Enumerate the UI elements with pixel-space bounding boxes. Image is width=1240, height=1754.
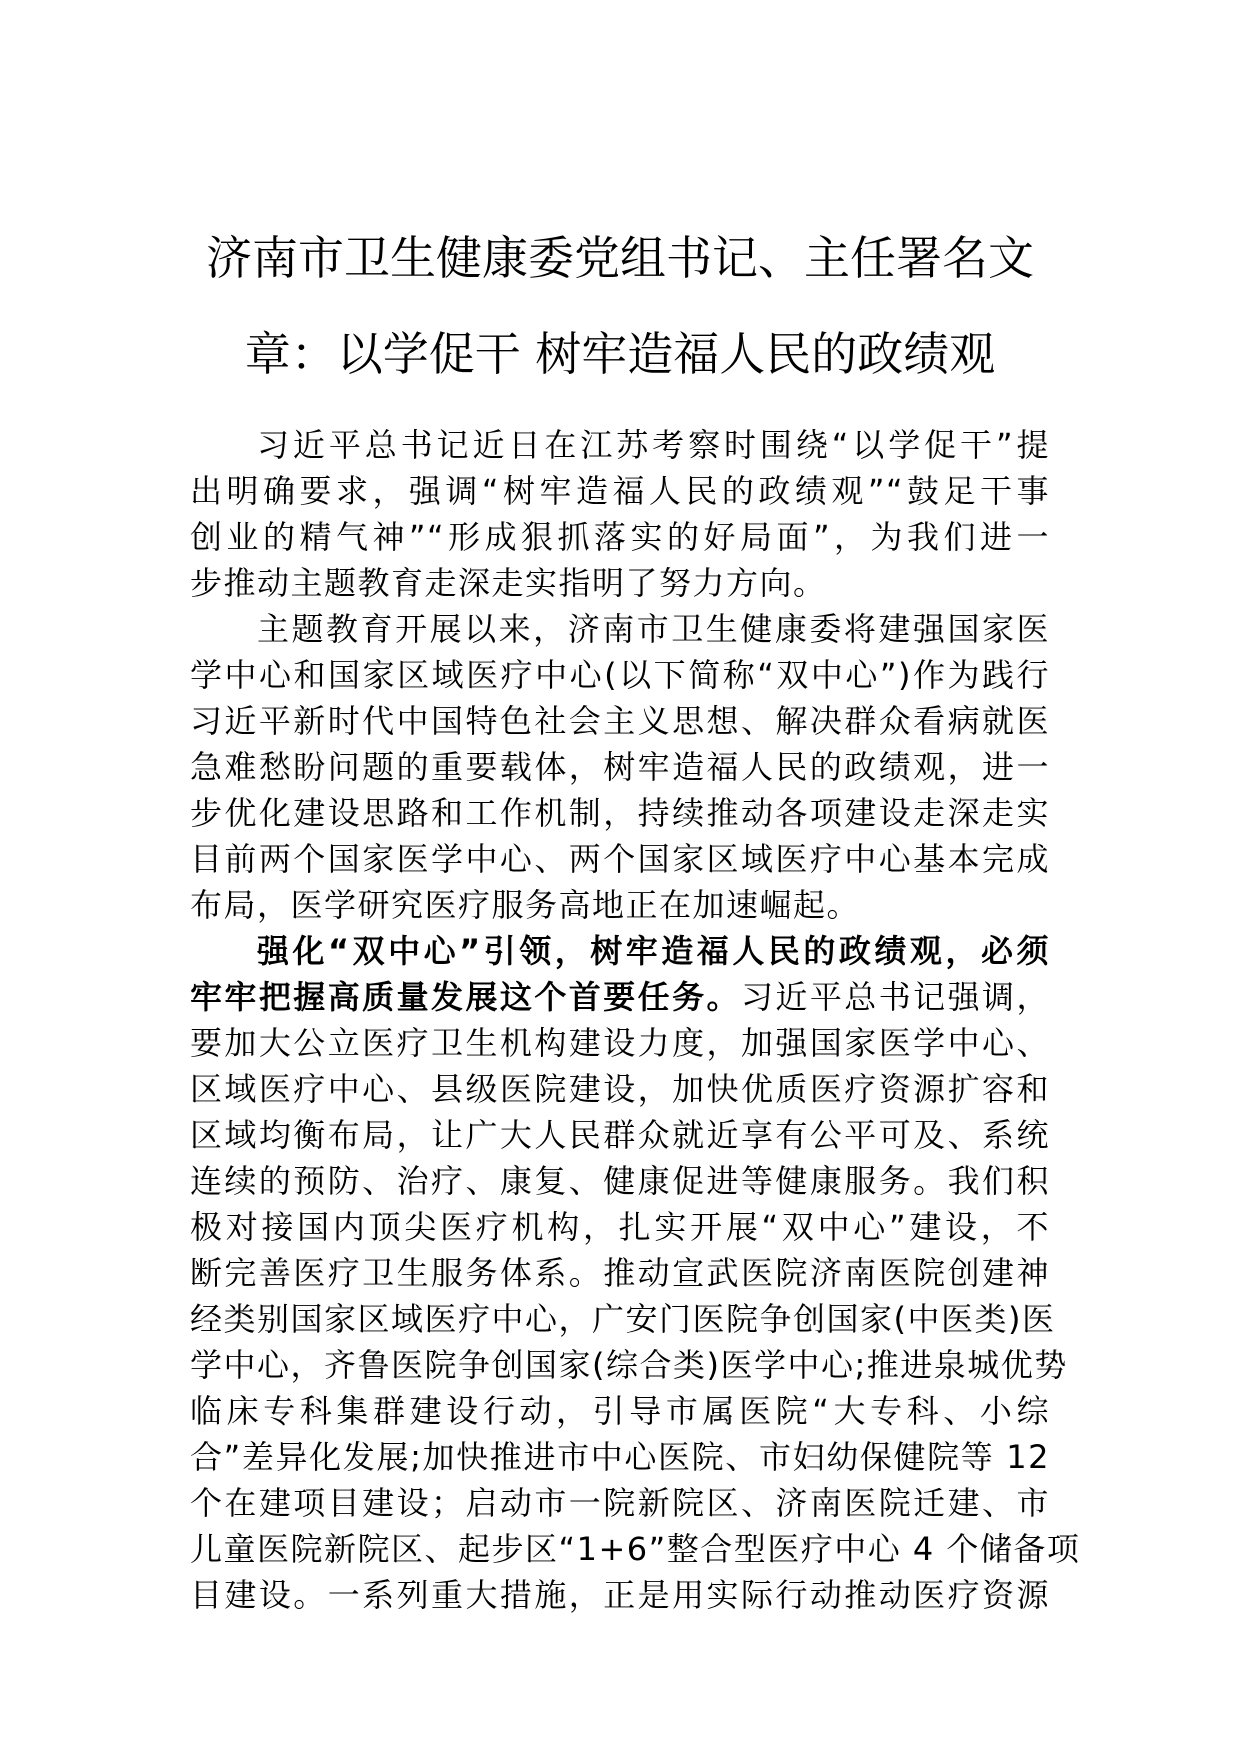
text-line: 步优化建设思路和工作机制，持续推动各项建设走深走实 — [190, 794, 1050, 832]
paragraph-2 — [190, 606, 1050, 928]
title-line-2: 章：以学促干 树牢造福人民的政绩观 — [244, 327, 996, 381]
text-line: 习近平总书记近日在江苏考察时围绕“以学促干”提 — [257, 426, 1050, 464]
title-line-1: 济南市卫生健康委党组书记、主任署名文 — [206, 231, 1034, 285]
body-text: 习近平总书记强调， — [740, 978, 1050, 1016]
text-line: 区域医疗中心、县级医院建设，加快优质医疗资源扩容和 — [190, 1070, 1050, 1108]
text-line: 目前两个国家医学中心、两个国家区域医疗中心基本完成 — [190, 840, 1050, 878]
text-line: 急难愁盼问题的重要载体，树牢造福人民的政绩观，进一 — [190, 748, 1050, 786]
text-line: 出明确要求，强调“树牢造福人民的政绩观”“鼓足干事 — [190, 472, 1050, 510]
bold-heading-line: 强化“双中心”引领，树牢造福人民的政绩观，必须 — [257, 932, 1050, 970]
text-line: 步推动主题教育走深走实指明了努力方向。 — [190, 564, 827, 602]
text-line: 个在建项目建设；启动市一院新院区、济南医院迁建、市 — [190, 1484, 1050, 1522]
text-line: 经类别国家区域医疗中心，广安门医院争创国家(中医类)医 — [190, 1300, 1056, 1338]
text-line: 要加大公立医疗卫生机构建设力度，加强国家医学中心、 — [190, 1024, 1050, 1062]
text-line: 合”差异化发展;加快推进市中心医院、市妇幼保健院等 12 — [190, 1438, 1050, 1476]
text-line: 区域均衡布局，让广大人民群众就近享有公平可及、系统 — [190, 1116, 1050, 1154]
text-line: 布局，医学研究医疗服务高地正在加速崛起。 — [190, 886, 861, 924]
text-line: 临床专科集群建设行动，引导市属医院“大专科、小综 — [190, 1392, 1050, 1430]
article-title — [190, 210, 1050, 402]
text-line: 极对接国内顶尖医疗机构，扎实开展“双中心”建设，不 — [190, 1208, 1050, 1246]
paragraph-1 — [190, 422, 1050, 606]
text-line — [190, 974, 1050, 1020]
text-line: 主题教育开展以来，济南市卫生健康委将建强国家医 — [257, 610, 1050, 648]
text-line: 习近平新时代中国特色社会主义思想、解决群众看病就医 — [190, 702, 1050, 740]
article-body — [190, 422, 1081, 1618]
text-line: 连续的预防、治疗、康复、健康促进等健康服务。我们积 — [190, 1162, 1050, 1200]
text-line: 目建设。一系列重大措施，正是用实际行动推动医疗资源 — [190, 1576, 1050, 1614]
text-line: 儿童医院新院区、起步区“1+6”整合型医疗中心 4 个储备项 — [190, 1530, 1081, 1568]
paragraph-3 — [190, 928, 1081, 1618]
bold-heading-text: 牢牢把握高质量发展这个首要任务。 — [190, 978, 741, 1016]
text-line: 学中心，齐鲁医院争创国家(综合类)医学中心;推进泉城优势 — [190, 1346, 1068, 1384]
text-line: 断完善医疗卫生服务体系。推动宣武医院济南医院创建神 — [190, 1254, 1050, 1292]
text-line: 创业的精气神”“形成狠抓落实的好局面”，为我们进一 — [190, 518, 1050, 556]
text-line: 学中心和国家区域医疗中心(以下简称“双中心”)作为践行 — [190, 656, 1050, 694]
